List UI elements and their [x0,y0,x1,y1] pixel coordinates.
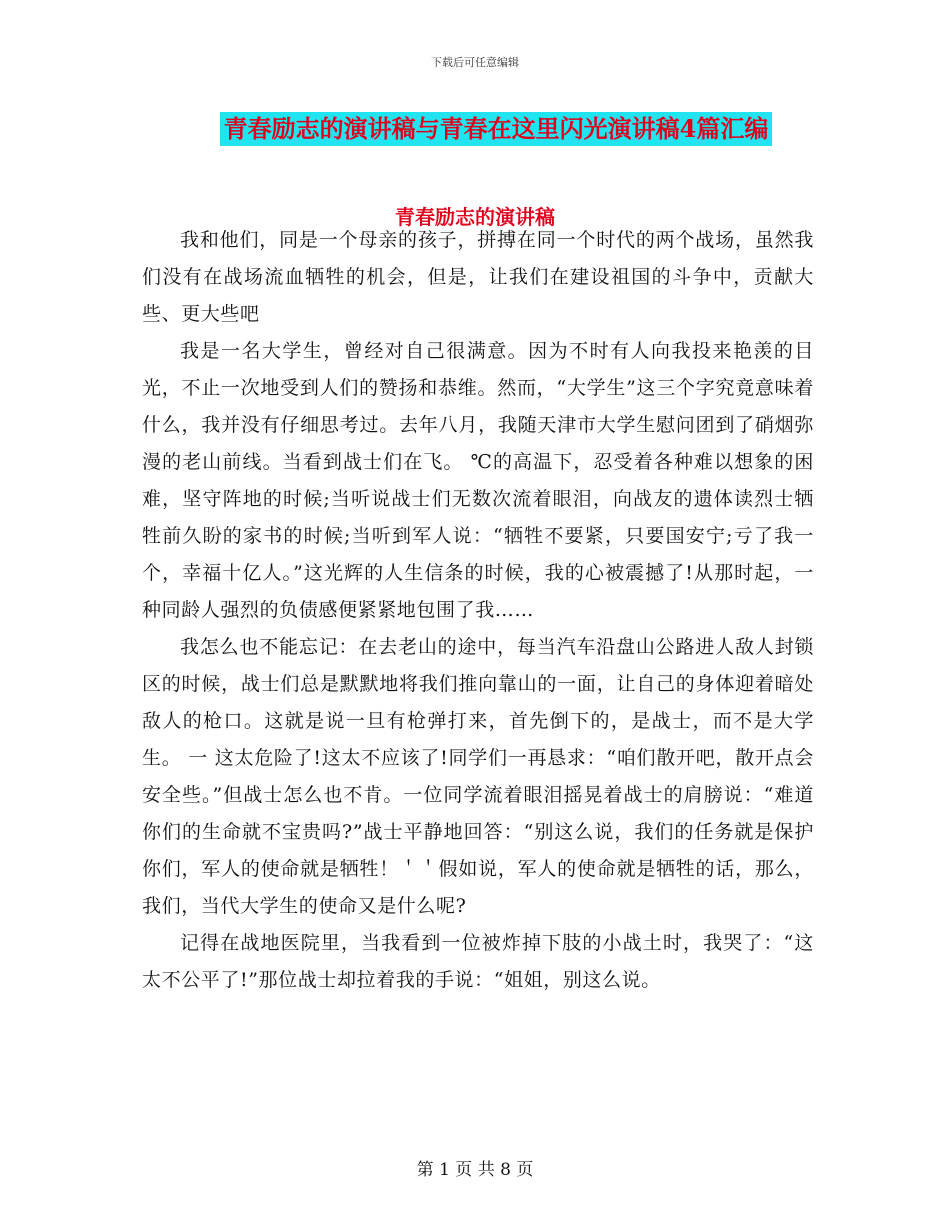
section-title: 青春励志的演讲稿 [395,205,555,229]
paragraph: 记得在战地医院里，当我看到一位被炸掉下肢的小战土时，我哭了：“这太不公平了!”那位战士却拉着我的手说：“姐姐，别这么说。 [142,932,814,991]
paragraph: 我是一名大学生，曾经对自己很满意。因为不时有人向我投来艳羡的目光，不止一次地受到人们的赞扬和恭维。然而，“大学生”这三个字究竟意味着什么，我并没有仔细思考过。去年八月，我随天津市大学生慰问团到了硝烟弥漫的老山前线。当看到战士们在飞。 ℃的高温下，忍受着各种难以想象的困难，坚守阵地的时候;当听说战士们无数次流着眼泪，向战友的遗体读烈士牺牲前久盼的家书的时候;当听到军人说：“牺牲不要紧，只要国安宁;亏了我一个，幸福十亿人。”这光辉的人生信条的时候，我的心被震撼了!从那时起，一种同龄人强烈的负债感便紧紧地包围了我…… [142,340,814,621]
document-body [142,222,814,999]
page-number: 第 1 页 共 8 页 [416,1160,534,1180]
paragraph: 我怎么也不能忘记：在去老山的途中，每当汽车沿盘山公路进人敌人封锁区的时候，战士们总是默默地将我们推向靠山的一面，让自己的身体迎着暗处敌人的枪口。这就是说一旦有枪弹打来，首先倒下的，是战士，而不是大学生。 一 这太危险了!这太不应该了!同学们一再恳求：“咱们散开吧，散开点会安全些。”但战士怎么也不肯。一位同学流着眼泪摇晃着战士的肩膀说：“难道你们的生命就不宝贵吗?”战士平静地回答：“别这么说，我们的任务就是保护你们，军人的使命就是牺牲！＇＇假如说，军人的使命就是牺牲的话，那么，我们，当代大学生的使命又是什么呢? [142,636,814,917]
document-title-wrapper [0,112,950,146]
paragraph: 我和他们，同是一个母亲的孩子，拼搏在同一个时代的两个战场，虽然我们没有在战场流血牺牲的机会，但是，让我们在建设祖国的斗争中，贡献大些、更大些吧 [142,229,814,325]
header-note: 下载后可任意编辑 [431,56,519,69]
document-title: 青春励志的演讲稿与青春在这里闪光演讲稿4篇汇编 [220,112,773,146]
